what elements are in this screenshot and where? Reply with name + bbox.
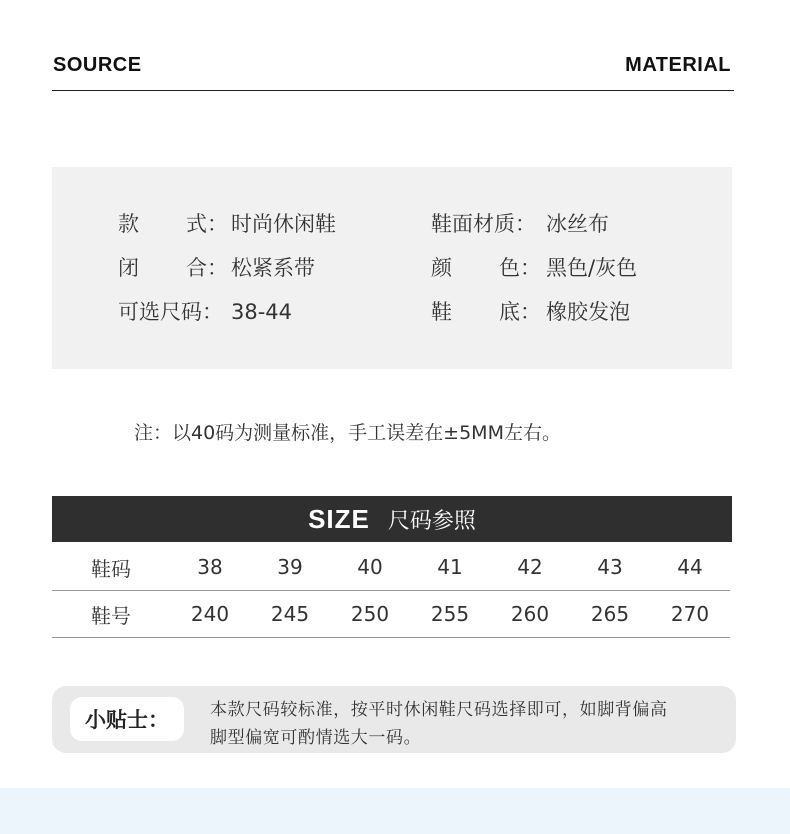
size-title-en: SIZE	[308, 503, 370, 534]
measurement-note: 注：以40码为测量标准，手工误差在±5MM左右。	[134, 422, 561, 444]
spec-closure	[118, 254, 315, 282]
size-table	[52, 544, 730, 638]
row-header: 鞋码	[91, 556, 131, 581]
table-cell: 250	[350, 602, 390, 626]
spec-upper	[431, 210, 609, 238]
table-cell: 39	[277, 555, 303, 579]
spec-closure-label: 闭 合：	[118, 256, 228, 280]
spec-sizes-label: 可选尺码：	[118, 300, 223, 324]
spec-style-value: 时尚休闲鞋	[231, 212, 336, 236]
spec-sole-label: 鞋 底：	[431, 300, 541, 324]
table-cell: 240	[190, 602, 230, 626]
tip-text-line-1: 本款尺码较标准，按平时休闲鞋尺码选择即可，如脚背偏高	[210, 700, 668, 720]
spec-style-label: 款 式：	[118, 212, 228, 236]
table-cell: 245	[270, 602, 310, 626]
table-row	[52, 591, 730, 638]
row-header: 鞋号	[91, 603, 131, 628]
tip-badge: 小贴士：	[70, 697, 184, 741]
spec-sizes-value: 38-44	[231, 300, 293, 324]
table-cell: 270	[670, 602, 710, 626]
spec-sole	[431, 298, 630, 326]
spec-color-label: 颜 色：	[431, 256, 541, 280]
spec-style	[118, 210, 336, 238]
size-title-zh: 尺码参照	[387, 508, 476, 534]
tip-text-line-2: 脚型偏宽可酌情选大一码。	[210, 728, 422, 748]
material-heading: MATERIAL	[625, 54, 731, 76]
tip-panel	[52, 686, 736, 753]
size-chart-title	[52, 496, 732, 542]
table-cell: 40	[357, 555, 383, 579]
table-cell: 38	[197, 555, 223, 579]
table-cell: 255	[430, 602, 470, 626]
table-cell: 44	[677, 555, 703, 579]
table-cell: 41	[437, 555, 463, 579]
source-heading: SOURCE	[53, 54, 142, 76]
table-cell: 43	[597, 555, 623, 579]
spec-sizes	[118, 298, 292, 326]
header-divider	[52, 90, 734, 91]
table-cell: 42	[517, 555, 543, 579]
spec-upper-value: 冰丝布	[546, 212, 609, 236]
table-cell: 260	[510, 602, 550, 626]
spec-color	[431, 254, 637, 282]
spec-closure-value: 松紧系带	[231, 256, 315, 280]
table-cell: 265	[590, 602, 630, 626]
spec-sole-value: 橡胶发泡	[546, 300, 630, 324]
spec-color-value: 黑色/灰色	[546, 256, 638, 280]
table-row	[52, 544, 730, 591]
bottom-band	[0, 788, 790, 834]
spec-upper-label: 鞋面材质：	[431, 212, 536, 236]
